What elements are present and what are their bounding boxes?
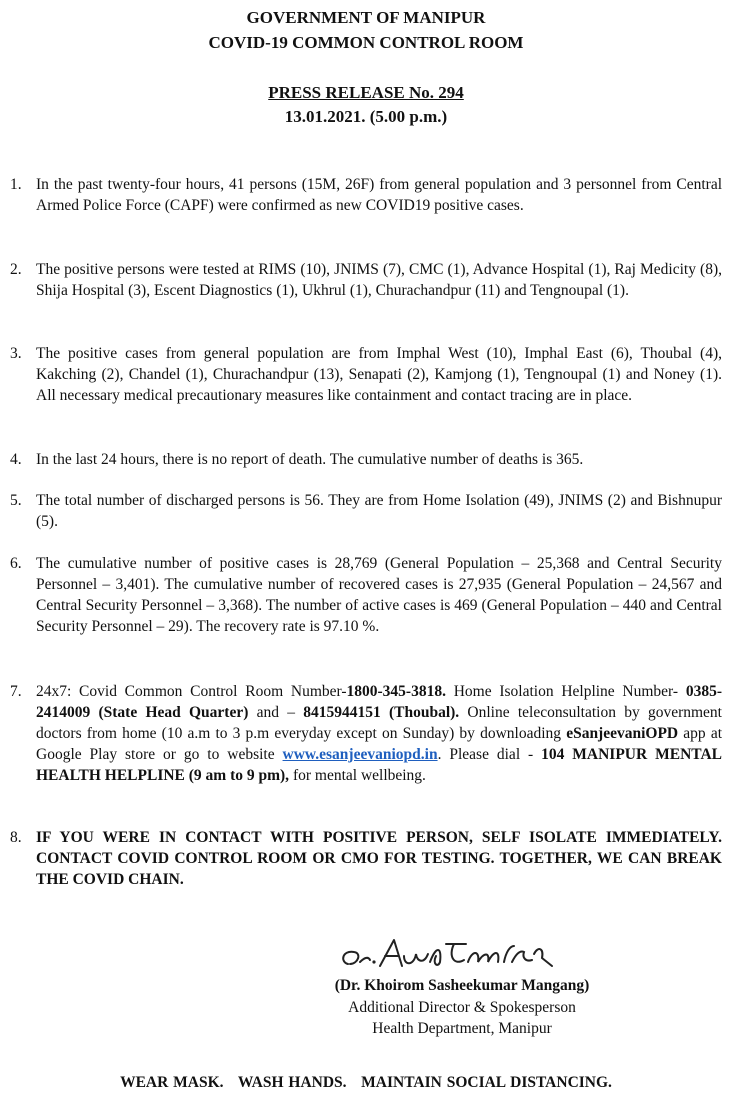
- release-date: 13.01.2021. (5.00 p.m.): [284, 107, 448, 126]
- text-segment: 24x7: Covid Common Control Room Number-: [36, 683, 347, 700]
- text-segment: app at Google Play store or go to website: [36, 725, 723, 763]
- list-item-4: [10, 449, 722, 470]
- state-helpline-number: 0385-2414009 (State Head Quarter): [36, 683, 722, 721]
- item-number: 6.: [10, 555, 22, 572]
- signatory-department: Health Department, Manipur: [372, 1020, 552, 1037]
- item-text: [36, 681, 722, 786]
- item-number: 3.: [10, 345, 22, 362]
- item-number: 4.: [10, 451, 22, 468]
- list-item-5: [10, 490, 722, 532]
- thoubal-helpline-number: 8415944151 (Thoubal).: [303, 704, 460, 721]
- text-segment: Home Isolation Helpline Number-: [445, 683, 686, 700]
- signatory-designation: Additional Director & Spokesperson: [348, 999, 576, 1016]
- list-item-3: [10, 343, 722, 406]
- item-text: The positive cases from general population are from Imphal West (10), Imphal East (6), Thoubal (4), Kakching (2), Chandel (1), Churachandpur (13), Senapati (2), Kamjong (1), Tengnoupal (1) and Noney (1). All necessary medical precautionary measures like containment and contact tracing are in place.: [36, 345, 722, 404]
- safety-slogan: WEAR MASK. WASH HANDS. MAINTAIN SOCIAL DISTANCING.: [120, 1074, 612, 1091]
- text-segment: for mental wellbeing.: [289, 767, 426, 784]
- item-number: 5.: [10, 492, 22, 509]
- list-item-2: [10, 259, 722, 301]
- signatory-name: (Dr. Khoirom Sasheekumar Mangang): [334, 977, 590, 994]
- list-item-7: [10, 681, 722, 786]
- app-name: eSanjeevaniOPD: [566, 725, 679, 742]
- list-item-1: [10, 174, 722, 216]
- control-room-heading: COVID-19 COMMON CONTROL ROOM: [208, 33, 524, 52]
- item-text: The cumulative number of positive cases is 28,769 (General Population – 25,368 and Central Security Personnel – 3,401). The cumulative number of recovered cases is 27,935 (General Population – 24,567 and Central Security Personnel – 3,368). The number of active cases is 469 (General Population – 440 and Central Security Personnel – 29). The recovery rate is 97.10 %.: [36, 555, 722, 635]
- item-number: 2.: [10, 261, 22, 278]
- item-text: In the last 24 hours, there is no report of death. The cumulative number of deaths is 365.: [36, 451, 584, 468]
- press-release-title: PRESS RELEASE No. 294: [268, 83, 464, 102]
- item-text: The total number of discharged persons is 56. They are from Home Isolation (49), JNIMS (2) and Bishnupur (5).: [36, 492, 722, 530]
- handwritten-signature: [338, 932, 568, 976]
- list-item-8: [10, 827, 722, 890]
- item-text: The positive persons were tested at RIMS (10), JNIMS (7), CMC (1), Advance Hospital (1), Raj Medicity (8), Shija Hospital (3), Escent Diagnostics (1), Ukhrul (1), Churachandpur (11) and Tengnoupal (1).: [36, 261, 722, 299]
- text-segment: and –: [248, 704, 304, 721]
- text-segment: . Please dial -: [437, 746, 542, 763]
- item-text: IF YOU WERE IN CONTACT WITH POSITIVE PERSON, SELF ISOLATE IMMEDIATELY. CONTACT COVID CONTROL ROOM OR CMO FOR TESTING. TOGETHER, WE CAN BREAK THE COVID CHAIN.: [36, 829, 722, 888]
- item-number: 7.: [10, 683, 22, 700]
- government-heading: GOVERNMENT OF MANIPUR: [246, 8, 486, 27]
- item-text: In the past twenty-four hours, 41 persons (15M, 26F) from general population and 3 personnel from Central Armed Police Force (CAPF) were confirmed as new COVID19 positive cases.: [36, 176, 722, 214]
- list-item-6: [10, 553, 722, 637]
- item-number: 1.: [10, 176, 22, 193]
- text-segment: Online teleconsultation by government doctors from home (10 a.m to 3 p.m everyday except on Sunday) by downloading: [36, 704, 722, 742]
- control-room-number: 1800-345-3818.: [346, 683, 446, 700]
- website-link[interactable]: www.esanjeevaniopd.in: [282, 746, 438, 763]
- mental-health-helpline: 104 MANIPUR MENTAL HEALTH HELPLINE (9 am to 9 pm),: [36, 746, 722, 784]
- item-number: 8.: [10, 829, 22, 846]
